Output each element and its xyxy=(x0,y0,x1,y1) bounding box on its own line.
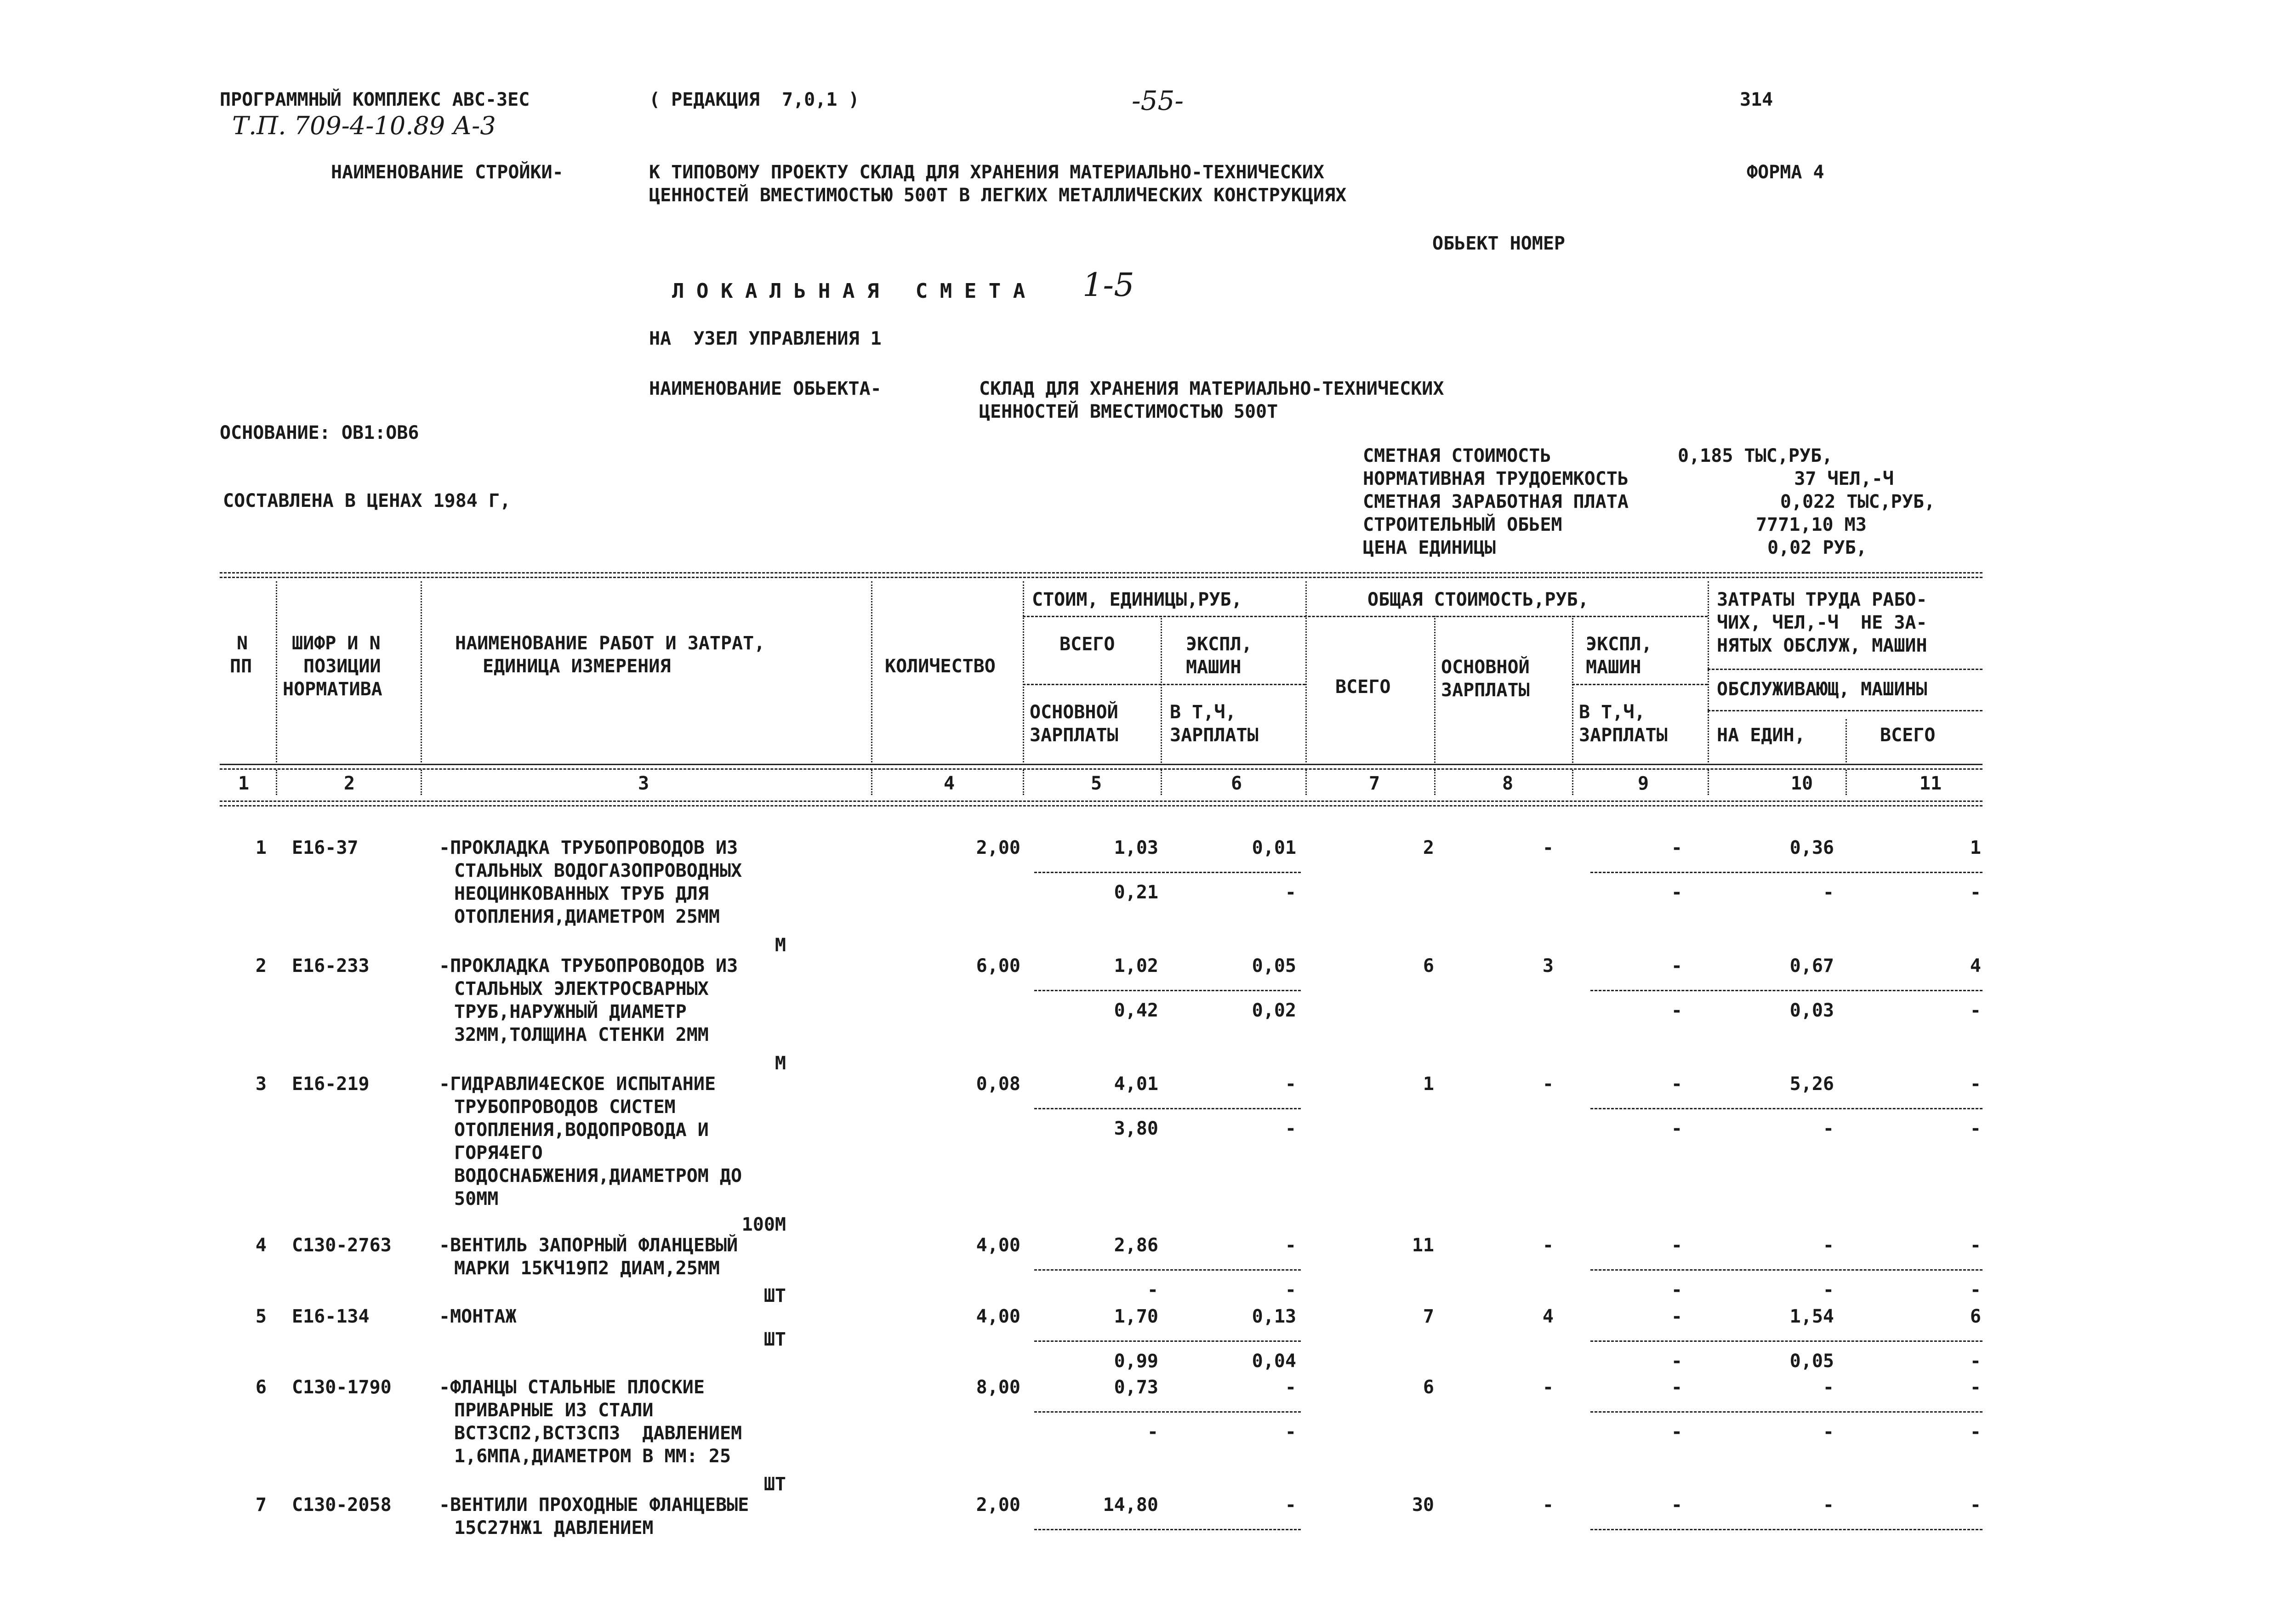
column-separator xyxy=(1708,581,1709,765)
total-wage: - xyxy=(1542,1235,1554,1256)
column-separator xyxy=(1846,719,1847,765)
total-wage: - xyxy=(1542,1073,1554,1095)
total-machine: - xyxy=(1671,1494,1682,1516)
form-label: ФОРМА 4 xyxy=(1747,162,1824,183)
labor-per-unit: 1,54 xyxy=(1789,1306,1834,1327)
unit-total-header: ВСЕГО xyxy=(1060,634,1115,655)
unit-cost-machine: - xyxy=(1285,1073,1296,1095)
column-separator xyxy=(1305,770,1307,795)
norm-code: Е16-233 xyxy=(292,955,370,977)
cell-underline xyxy=(1034,1340,1301,1342)
total-wage-header: ОСНОВНОЙ xyxy=(1441,657,1530,678)
total-wage: - xyxy=(1542,1377,1554,1398)
row-number: 3 xyxy=(255,1073,267,1095)
unit-of-measure: ШТ xyxy=(763,1285,786,1306)
total-machine-wage: - xyxy=(1671,1279,1682,1300)
quantity: 2,00 xyxy=(976,837,1020,858)
total-cost: 7 xyxy=(1423,1306,1434,1327)
cell-underline xyxy=(1590,1269,1982,1271)
column-number: 7 xyxy=(1368,773,1380,794)
work-name-line: СТАЛЬНЫХ ВОДОГАЗОПРОВОДНЫХ xyxy=(454,860,742,881)
header-bottom-rule xyxy=(220,805,1982,806)
unit-of-measure: ШТ xyxy=(763,1474,786,1495)
summary-value: 0,022 ТЫС,РУБ, xyxy=(1780,491,1935,512)
cell-underline xyxy=(1590,1108,1982,1109)
total-machine: - xyxy=(1671,1235,1682,1256)
work-name-line: ТРУБОПРОВОДОВ СИСТЕМ xyxy=(454,1096,676,1118)
unit-machine-wage: 0,04 xyxy=(1252,1351,1296,1372)
labor-total: 1 xyxy=(1970,837,1981,858)
unit-of-measure: ШТ xyxy=(763,1329,786,1350)
service-labor-total: - xyxy=(1970,1351,1981,1372)
unit-cost-machine: - xyxy=(1285,1377,1296,1398)
unit-wage: 0,21 xyxy=(1114,882,1158,903)
summary-label: СТРОИТЕЛЬНЫЙ ОБЬЕМ xyxy=(1363,514,1562,535)
quantity: 2,00 xyxy=(976,1494,1020,1516)
page-number-handwritten: -55- xyxy=(1132,85,1184,116)
row-number: 2 xyxy=(255,955,267,977)
norm-code: Е16-134 xyxy=(292,1306,370,1327)
construction-line-2: ЦЕННОСТЕЙ ВМЕСТИМОСТЬЮ 500Т В ЛЕГКИХ МЕТАЛЛИЧЕСКИХ КОНСТРУКЦИЯХ xyxy=(649,185,1347,206)
labor-total: - xyxy=(1970,1494,1981,1516)
cell-underline xyxy=(1590,1529,1982,1530)
work-name-line: -ВЕНТИЛИ ПРОХОДНЫЕ ФЛАНЦЕВЫЕ xyxy=(439,1494,749,1516)
object-line-2: ЦЕННОСТЕЙ ВМЕСТИМОСТЬЮ 500Т xyxy=(979,401,1278,422)
unit-wage: 0,42 xyxy=(1114,1000,1158,1021)
column-separator xyxy=(1434,770,1436,795)
work-name-line: МАРКИ 15КЧ19П2 ДИАМ,25ММ xyxy=(454,1258,720,1279)
service-labor-per-unit: - xyxy=(1823,1279,1834,1300)
row-number: 5 xyxy=(255,1306,267,1327)
labor-total: - xyxy=(1970,1377,1981,1398)
column-separator xyxy=(421,581,422,765)
col-1-header: ПП xyxy=(230,656,252,677)
construction-line-1: К ТИПОВОМУ ПРОЕКТУ СКЛАД ДЛЯ ХРАНЕНИЯ МАТЕРИАЛЬНО-ТЕХНИЧЕСКИХ xyxy=(649,162,1325,183)
service-labor-per-unit: - xyxy=(1823,1118,1834,1139)
unit-wage: - xyxy=(1147,1279,1158,1300)
service-labor-total: - xyxy=(1970,1000,1981,1021)
work-name-line: ГОРЯ4ЕГО xyxy=(454,1142,543,1164)
cell-underline xyxy=(1034,1269,1301,1271)
labor-total-header: ВСЕГО xyxy=(1880,725,1936,746)
row-number: 6 xyxy=(255,1377,267,1398)
labor-per-unit: 0,36 xyxy=(1789,837,1834,858)
column-separator xyxy=(1023,770,1024,795)
quantity: 4,00 xyxy=(976,1306,1020,1327)
service-labor-per-unit: - xyxy=(1823,1421,1834,1442)
total-incl-header: В Т,Ч, xyxy=(1579,702,1646,723)
column-number: 11 xyxy=(1919,773,1942,794)
service-labor-total: - xyxy=(1970,882,1981,903)
work-name-line: -ПРОКЛАДКА ТРУБОПРОВОДОВ ИЗ xyxy=(439,955,738,977)
service-labor-total: - xyxy=(1970,1279,1981,1300)
labor-total: 6 xyxy=(1970,1306,1981,1327)
total-cost: 2 xyxy=(1423,837,1434,858)
work-name-line: -ПРОКЛАДКА ТРУБОПРОВОДОВ ИЗ xyxy=(439,837,738,858)
labor-header: НЯТЫХ ОБСЛУЖ, МАШИН xyxy=(1717,635,1927,656)
summary-value: 7771,10 М3 xyxy=(1756,514,1867,535)
header-bottom-rule xyxy=(220,768,1982,770)
sheet-number: 314 xyxy=(1740,89,1773,110)
service-labor-per-unit: 0,03 xyxy=(1789,1000,1834,1021)
total-cost: 6 xyxy=(1423,1377,1434,1398)
header-sub-rule xyxy=(1023,616,1708,617)
header-bottom-rule xyxy=(220,764,1982,765)
work-name-line: ОТОПЛЕНИЯ,ВОДОПРОВОДА И xyxy=(454,1119,709,1141)
total-machine: - xyxy=(1671,837,1682,858)
col-2-header: ПОЗИЦИИ xyxy=(303,656,381,677)
total-machine-wage: - xyxy=(1671,1000,1682,1021)
quantity: 4,00 xyxy=(976,1235,1020,1256)
col-2-header: НОРМАТИВА xyxy=(283,679,382,700)
unit-cost-machine: 0,13 xyxy=(1252,1306,1296,1327)
row-number: 4 xyxy=(255,1235,267,1256)
col-1-header: N xyxy=(237,633,248,654)
total-cost: 30 xyxy=(1412,1494,1434,1516)
column-number: 8 xyxy=(1502,773,1514,794)
summary-value: 0,02 РУБ, xyxy=(1767,537,1867,558)
unit-cost-total: 4,01 xyxy=(1114,1073,1158,1095)
labor-per-unit: 0,67 xyxy=(1789,955,1834,977)
total-cost: 1 xyxy=(1423,1073,1434,1095)
table-top-rule xyxy=(220,577,1982,578)
total-wage-header: ЗАРПЛАТЫ xyxy=(1441,680,1530,701)
total-machine: - xyxy=(1671,955,1682,977)
estimate-subject: НА УЗЕЛ УПРАВЛЕНИЯ 1 xyxy=(649,328,882,349)
summary-label: ЦЕНА ЕДИНИЦЫ xyxy=(1363,537,1496,558)
cell-underline xyxy=(1590,1411,1982,1413)
header-sub-rule xyxy=(1572,684,1708,685)
unit-of-measure: М xyxy=(775,1053,786,1074)
summary-value: 37 ЧЕЛ,-Ч xyxy=(1794,468,1894,489)
col-3-header: НАИМЕНОВАНИЕ РАБОТ И ЗАТРАТ, xyxy=(455,633,765,654)
total-machine-wage: - xyxy=(1671,1118,1682,1139)
unit-machine-wage: - xyxy=(1285,1279,1296,1300)
work-name-line: НЕОЦИНКОВАННЫХ ТРУБ ДЛЯ xyxy=(454,883,709,904)
work-name-line: -МОНТАЖ xyxy=(439,1306,517,1327)
header-sub-rule xyxy=(1708,669,1982,670)
cell-underline xyxy=(1034,990,1301,991)
total-machine: - xyxy=(1671,1306,1682,1327)
total-all-header: ВСЕГО xyxy=(1335,676,1391,698)
unit-machine-wage: 0,02 xyxy=(1252,1000,1296,1021)
program-name: ПРОГРАММНЫЙ КОМПЛЕКС АВС-3ЕС xyxy=(220,89,530,110)
project-code-handwritten: Т.П. 709-4-10.89 А-3 xyxy=(232,111,496,140)
unit-incl-header: В Т,Ч, xyxy=(1170,702,1236,723)
labor-total: - xyxy=(1970,1235,1981,1256)
edition: ( РЕДАКЦИЯ 7,0,1 ) xyxy=(649,89,860,110)
unit-incl-header: ЗАРПЛАТЫ xyxy=(1170,725,1259,746)
column-separator xyxy=(1434,616,1436,765)
norm-code: С130-2763 xyxy=(292,1235,392,1256)
norm-code: С130-1790 xyxy=(292,1377,392,1398)
total-machine-wage: - xyxy=(1671,1351,1682,1372)
unit-wage: 0,99 xyxy=(1114,1351,1158,1372)
unit-machine-header: МАШИН xyxy=(1186,657,1242,678)
quantity: 0,08 xyxy=(976,1073,1020,1095)
column-separator xyxy=(1023,581,1024,765)
work-name-line: ТРУБ,НАРУЖНЫЙ ДИАМЕТР xyxy=(454,1001,687,1022)
unit-cost-total: 1,03 xyxy=(1114,837,1158,858)
work-name-line: 50ММ xyxy=(454,1188,499,1209)
estimate-number-handwritten: 1-5 xyxy=(1082,266,1134,304)
basis: ОСНОВАНИЕ: ОВ1:ОВ6 xyxy=(220,422,419,443)
cell-underline xyxy=(1034,872,1301,873)
header-sub-rule xyxy=(1023,684,1305,685)
row-number: 1 xyxy=(255,837,267,858)
unit-machine-wage: - xyxy=(1285,1118,1296,1139)
unit-cost-machine: 0,01 xyxy=(1252,837,1296,858)
total-wage: 4 xyxy=(1542,1306,1554,1327)
column-number: 9 xyxy=(1637,773,1649,794)
total-machine-wage: - xyxy=(1671,882,1682,903)
unit-cost-header: СТОИМ, ЕДИНИЦЫ,РУБ, xyxy=(1032,589,1242,610)
construction-label: НАИМЕНОВАНИЕ СТРОЙКИ- xyxy=(331,162,564,183)
labor-service-header: ОБСЛУЖИВАЮЩ, МАШИНЫ xyxy=(1717,679,1927,700)
header-sub-rule xyxy=(1708,710,1982,711)
column-separator xyxy=(1572,770,1573,795)
work-name-line: -ФЛАНЦЫ СТАЛЬНЫЕ ПЛОСКИЕ xyxy=(439,1377,705,1398)
cell-underline xyxy=(1590,1340,1982,1342)
service-labor-total: - xyxy=(1970,1421,1981,1442)
total-cost-header: ОБЩАЯ СТОИМОСТЬ,РУБ, xyxy=(1367,589,1589,610)
unit-machine-wage: - xyxy=(1285,1421,1296,1442)
unit-wage: 3,80 xyxy=(1114,1118,1158,1139)
norm-code: Е16-37 xyxy=(292,837,359,858)
col-4-header: КОЛИЧЕСТВО xyxy=(885,656,996,677)
col-2-header: ШИФР И N xyxy=(292,633,381,654)
column-separator xyxy=(1161,616,1162,765)
labor-total: 4 xyxy=(1970,955,1981,977)
unit-cost-total: 0,73 xyxy=(1114,1377,1158,1398)
column-separator xyxy=(871,770,872,795)
unit-wage: - xyxy=(1147,1421,1158,1442)
column-number: 3 xyxy=(638,773,649,794)
summary-label: СМЕТНАЯ СТОИМОСТЬ xyxy=(1363,445,1551,466)
column-number: 1 xyxy=(238,773,250,794)
service-labor-per-unit: - xyxy=(1823,882,1834,903)
labor-total: - xyxy=(1970,1073,1981,1095)
quantity: 8,00 xyxy=(976,1377,1020,1398)
work-name-line: ОТОПЛЕНИЯ,ДИАМЕТРОМ 25ММ xyxy=(454,906,720,927)
total-wage: - xyxy=(1542,1494,1554,1516)
labor-unit-header: НА ЕДИН, xyxy=(1717,725,1806,746)
unit-of-measure: М xyxy=(775,935,786,956)
total-wage: - xyxy=(1542,837,1554,858)
column-separator xyxy=(276,581,277,765)
cell-underline xyxy=(1590,990,1982,991)
work-name-line: ВСТ3СП2,ВСТ3СП3 ДАВЛЕНИЕМ xyxy=(454,1423,742,1444)
object-number-label: ОБЬЕКТ НОМЕР xyxy=(1432,233,1565,254)
total-machine-header: ЭКСПЛ, xyxy=(1586,634,1652,655)
quantity: 6,00 xyxy=(976,955,1020,977)
summary-label: НОРМАТИВНАЯ ТРУДОЕМКОСТЬ xyxy=(1363,468,1629,489)
column-separator xyxy=(276,770,277,795)
price-level: СОСТАВЛЕНА В ЦЕНАХ 1984 Г, xyxy=(223,490,511,511)
labor-per-unit: 5,26 xyxy=(1789,1073,1834,1095)
column-separator xyxy=(1708,770,1709,795)
summary-value: 0,185 ТЫС,РУБ, xyxy=(1678,445,1833,466)
total-cost: 6 xyxy=(1423,955,1434,977)
unit-cost-total: 2,86 xyxy=(1114,1235,1158,1256)
unit-machine-wage: - xyxy=(1285,882,1296,903)
work-name-line: ПРИВАРНЫЕ ИЗ СТАЛИ xyxy=(454,1400,654,1421)
header-bottom-rule xyxy=(220,801,1982,802)
total-cost: 11 xyxy=(1412,1235,1434,1256)
labor-header: ЗАТРАТЫ ТРУДА РАБО- xyxy=(1717,589,1927,610)
column-separator xyxy=(1846,770,1847,795)
unit-cost-machine: - xyxy=(1285,1494,1296,1516)
column-number: 5 xyxy=(1090,773,1102,794)
work-name-line: СТАЛЬНЫХ ЭЛЕКТРОСВАРНЫХ xyxy=(454,978,709,999)
work-name-line: 15С27НЖ1 ДАВЛЕНИЕМ xyxy=(454,1517,654,1539)
cell-underline xyxy=(1034,1529,1301,1530)
unit-wage-header: ЗАРПЛАТЫ xyxy=(1030,725,1118,746)
col-3-header: ЕДИНИЦА ИЗМЕРЕНИЯ xyxy=(483,656,671,677)
unit-cost-machine: - xyxy=(1285,1235,1296,1256)
unit-wage-header: ОСНОВНОЙ xyxy=(1030,702,1118,723)
total-machine: - xyxy=(1671,1377,1682,1398)
total-machine-wage: - xyxy=(1671,1421,1682,1442)
total-wage: 3 xyxy=(1542,955,1554,977)
column-number: 10 xyxy=(1790,773,1813,794)
unit-cost-total: 1,02 xyxy=(1114,955,1158,977)
work-name-line: 32ММ,ТОЛЩИНА СТЕНКИ 2ММ xyxy=(454,1024,709,1045)
total-machine-header: МАШИН xyxy=(1586,657,1641,678)
service-labor-total: - xyxy=(1970,1118,1981,1139)
column-number: 4 xyxy=(943,773,955,794)
estimate-title: Л О К А Л Ь Н А Я С М Е Т А xyxy=(672,279,1025,303)
unit-cost-machine: 0,05 xyxy=(1252,955,1296,977)
work-name-line: 1,6МПА,ДИАМЕТРОМ В ММ: 25 xyxy=(454,1446,731,1467)
unit-machine-header: ЭКСПЛ, xyxy=(1186,634,1253,655)
row-number: 7 xyxy=(255,1494,267,1516)
column-separator xyxy=(1572,616,1573,765)
unit-of-measure: 100М xyxy=(741,1214,786,1235)
work-name-line: -ВЕНТИЛЬ ЗАПОРНЫЙ ФЛАНЦЕВЫЙ xyxy=(439,1235,738,1256)
labor-per-unit: - xyxy=(1823,1377,1834,1398)
total-incl-header: ЗАРПЛАТЫ xyxy=(1579,725,1668,746)
unit-cost-total: 1,70 xyxy=(1114,1306,1158,1327)
work-name-line: ВОДОСНАБЖЕНИЯ,ДИАМЕТРОМ ДО xyxy=(454,1165,742,1187)
summary-label: СМЕТНАЯ ЗАРАБОТНАЯ ПЛАТА xyxy=(1363,491,1629,512)
cell-underline xyxy=(1590,872,1982,873)
unit-cost-total: 14,80 xyxy=(1103,1494,1158,1516)
norm-code: С130-2058 xyxy=(292,1494,392,1516)
cell-underline xyxy=(1034,1411,1301,1413)
cell-underline xyxy=(1034,1108,1301,1109)
column-separator xyxy=(421,770,422,795)
column-number: 6 xyxy=(1230,773,1242,794)
labor-per-unit: - xyxy=(1823,1235,1834,1256)
service-labor-per-unit: 0,05 xyxy=(1789,1351,1834,1372)
column-separator xyxy=(871,581,872,765)
column-separator xyxy=(1161,770,1162,795)
table-top-rule xyxy=(220,572,1982,574)
work-name-line: -ГИДРАВЛИ4ЕСКОЕ ИСПЫТАНИЕ xyxy=(439,1073,716,1095)
total-machine: - xyxy=(1671,1073,1682,1095)
labor-per-unit: - xyxy=(1823,1494,1834,1516)
column-number: 2 xyxy=(343,773,355,794)
column-separator xyxy=(1305,581,1307,765)
labor-header: ЧИХ, ЧЕЛ,-Ч НЕ ЗА- xyxy=(1717,612,1927,633)
object-line-1: СКЛАД ДЛЯ ХРАНЕНИЯ МАТЕРИАЛЬНО-ТЕХНИЧЕСКИХ xyxy=(979,378,1444,399)
norm-code: Е16-219 xyxy=(292,1073,370,1095)
object-label: НАИМЕНОВАНИЕ ОБЬЕКТА- xyxy=(649,378,882,399)
